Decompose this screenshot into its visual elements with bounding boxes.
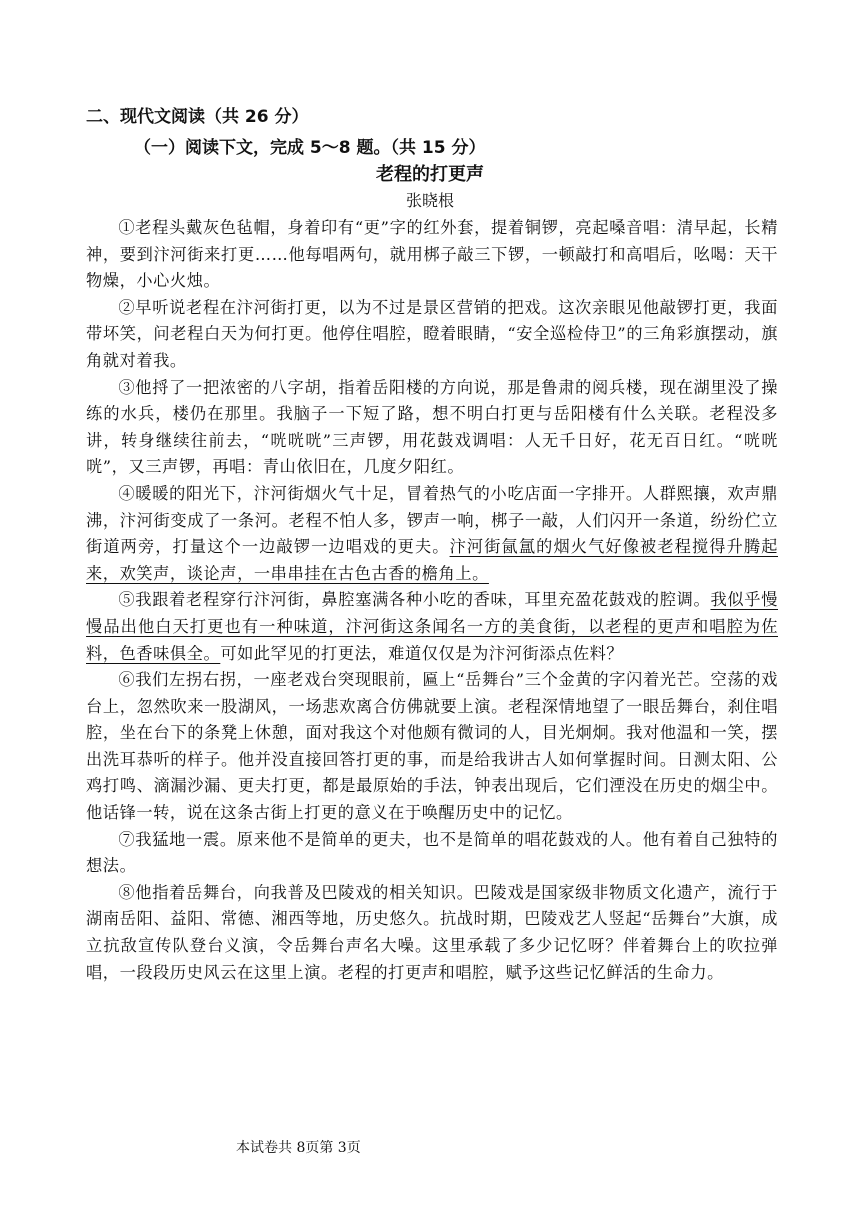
paragraph-7: ⑦我猛地一震。原来他不是简单的更夫，也不是简单的唱花鼓戏的人。他有着自己独特的想法。 xyxy=(86,829,778,876)
paragraph-5-underlined-sentence: 我似乎慢慢品出他白天打更也有一种味道，汴河街这条闻名一方的美食街，以老程的更声和唱腔为佐料，色香味俱全。 xyxy=(86,590,779,663)
page-footer: 本试卷共 8页第 3页 xyxy=(236,1140,361,1156)
paragraph-4-underlined-sentence: 汴河街氤氲的烟火气好像被老程搅得升腾起来，欢笑声，谈论声，一串串挂在古色古香的檐角上。 xyxy=(86,537,778,583)
paragraph-5 xyxy=(86,587,778,667)
sub-heading: （一）阅读下文，完成 5～8 题。（共 15 分） xyxy=(134,138,486,158)
paragraph-3: ③他捋了一把浓密的八字胡，指着岳阳楼的方向说，那是鲁肃的阅兵楼，现在湖里没了操练的水兵，楼仍在那里。我脑子一下短了路，想不明白打更与岳阳楼有什么关联。老程没多讲，转身继续往前去，“咣咣咣”三声锣，用花鼓戏调唱：人无千日好，花无百日红。“咣咣咣”，又三声锣，再唱：青山依旧在，几度夕阳红。 xyxy=(86,377,778,477)
paragraph-5-text: ⑤我跟着老程穿行汴河街，鼻腔塞满各种小吃的香味，耳里充盈花鼓戏的腔调。 xyxy=(118,590,711,610)
article-title: 老程的打更声 xyxy=(376,164,484,185)
article-body xyxy=(86,215,778,986)
paragraph-5-tail: 可如此罕见的打更法，难道仅仅是为汴河街添点佐料？ xyxy=(220,643,624,663)
paragraph-4-text: ④暖暖的阳光下，汴河街烟火气十足，冒着热气的小吃店面一字排开。人群熙攘，欢声鼎沸，汴河街变成了一条河。老程不怕人多，锣声一响，梆子一敲，人们闪开一条道，纷纷伫立街道两旁，打量这个一边敲锣一边唱戏的更夫。 xyxy=(86,483,778,557)
paragraph-4 xyxy=(86,481,778,587)
paragraph-6: ⑥我们左拐右拐，一座老戏台突现眼前，匾上“岳舞台”三个金黄的字闪着光芒。空荡的戏台上，忽然吹来一股湖风，一场悲欢离合仿佛就要上演。老程深情地望了一眼岳舞台，刹住唱腔，坐在台下的条凳上休憩，面对我这个对他颇有微词的人，目光炯炯。我对他温和一笑，摆出洗耳恭听的样子。他并没直接回答打更的事，而是给我讲古人如何掌握时间。日测太阳、公鸡打鸣、滴漏沙漏、更夫打更，都是最原始的手法，钟表出现后，它们湮没在历史的烟尘中。他话锋一转，说在这条古街上打更的意义在于唤醒历史中的记忆。 xyxy=(86,670,778,823)
article-author: 张晓根 xyxy=(405,191,454,210)
paragraph-8: ⑧他指着岳舞台，向我普及巴陵戏的相关知识。巴陵戏是国家级非物质文化遗产，流行于湖南岳阳、益阳、常德、湘西等地，历史悠久。抗战时期，巴陵戏艺人竖起“岳舞台”大旗，成立抗敌宣传队登台义演，令岳舞台声名大噪。这里承载了多少记忆呀？伴着舞台上的吹拉弹唱，一段段历史风云在这里上演。老程的打更声和唱腔，赋予这些记忆鲜活的生命力。 xyxy=(86,882,778,982)
paragraph-1: ①老程头戴灰色毡帽，身着印有“更”字的红外套，提着铜锣，亮起嗓音唱：清早起，长精神，要到汴河街来打更……他每唱两句，就用梆子敲三下锣，一顿敲打和高唱后，吆喝：天干物燥，小心火烛。 xyxy=(86,218,778,291)
section-heading: 二、现代文阅读（共 26 分） xyxy=(86,107,309,127)
paragraph-2: ②早听说老程在汴河街打更，以为不过是景区营销的把戏。这次亲眼见他敲锣打更，我面带坏笑，问老程白天为何打更。他停住唱腔，瞪着眼睛，“安全巡检侍卫”的三角彩旗摆动，旗角就对着我。 xyxy=(86,297,778,370)
